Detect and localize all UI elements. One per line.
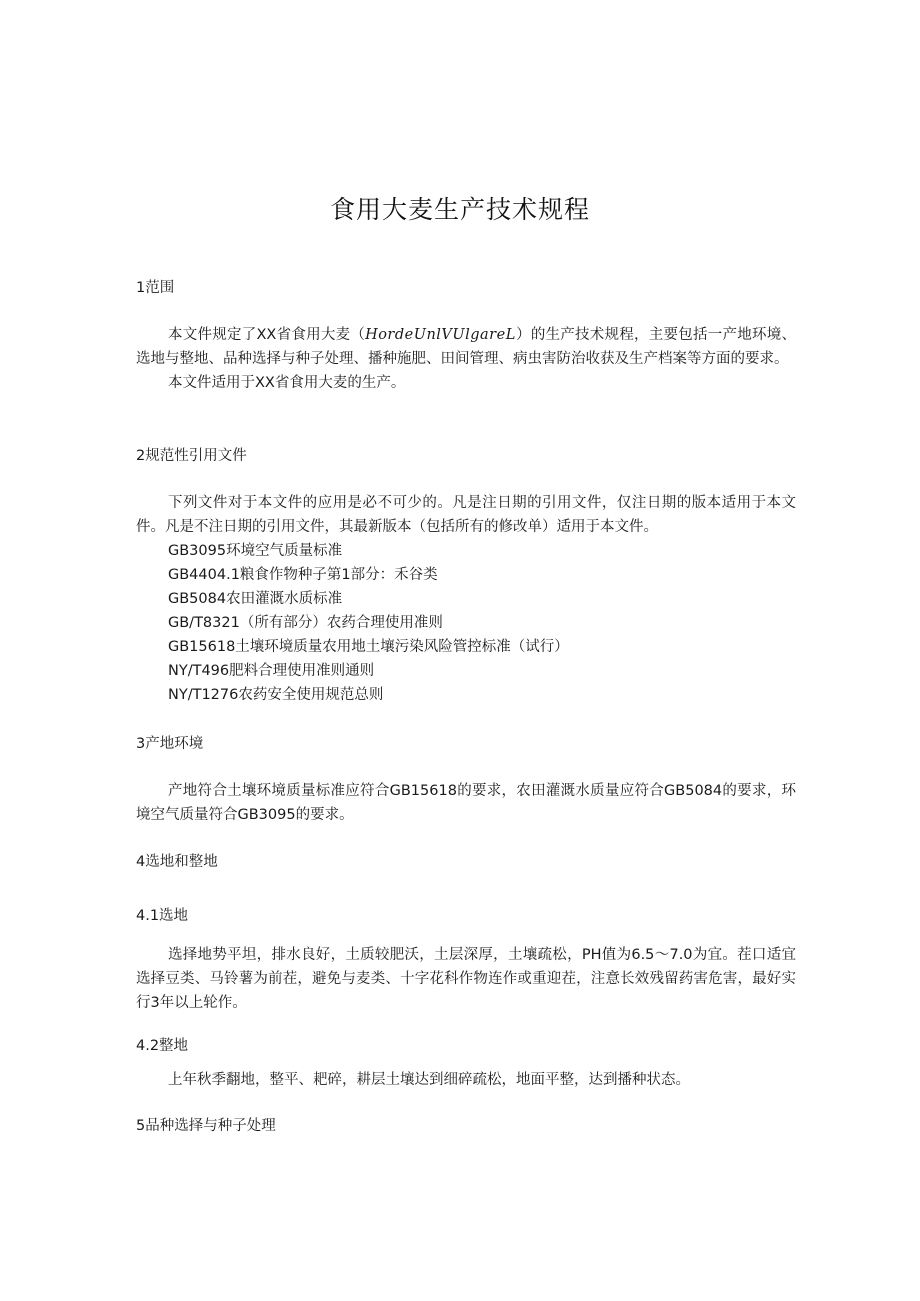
section-2-body xyxy=(136,491,796,539)
document-title: 食用大麦生产技术规程 xyxy=(329,195,590,224)
section-2-paragraph-1: 下列文件对于本文件的应用是必不可少的。凡是注日期的引用文件，仅注日期的版本适用于本文件。凡是不注日期的引用文件，其最新版本（包括所有的修改单）适用于本文件。 xyxy=(136,495,796,535)
section-4-1-paragraph-1: 选择地势平坦，排水良好，土质较肥沃，土层深厚，土壤疏松，PH值为6.5～7.0为宜。茬口适宜选择豆类、马铃薯为前茬，避免与麦类、十字花科作物连作或重迎茬，注意长效残留药害危害，最好实行3年以上轮作。 xyxy=(136,947,796,1011)
section-5-heading: 5品种选择与种子处理 xyxy=(136,1118,276,1134)
section-1-body xyxy=(136,323,796,395)
section-4-1-heading: 4.1选地 xyxy=(136,908,189,924)
section-4-2-heading: 4.2整地 xyxy=(136,1038,189,1054)
reference-item: GB3095环境空气质量标准 xyxy=(168,543,343,559)
section-4-heading: 4选地和整地 xyxy=(136,854,218,870)
reference-item: GB4404.1粮食作物种子第1部分：禾谷类 xyxy=(168,567,438,583)
section-4-1-body xyxy=(136,943,796,1015)
section-3-body xyxy=(136,779,796,827)
section-3-paragraph-1: 产地符合土壤环境质量标准应符合GB15618的要求，农田灌溉水质量应符合GB5084的要求，环境空气质量符合GB3095的要求。 xyxy=(136,783,796,823)
reference-item: GB15618土壤环境质量农用地土壤污染风险管控标准（试行） xyxy=(168,639,569,655)
section-1-heading: 1范围 xyxy=(136,280,175,296)
reference-item: NY/T496肥料合理使用准则通则 xyxy=(168,663,375,679)
normative-references-list xyxy=(168,539,569,707)
reference-item: GB5084农田灌溉水质标准 xyxy=(168,591,343,607)
section-4-2-paragraph-1: 上年秋季翻地，整平、耙碎，耕层土壤达到细碎疏松，地面平整，达到播种状态。 xyxy=(168,1072,690,1088)
section-1-paragraph-1 xyxy=(136,323,796,371)
section-2-heading: 2规范性引用文件 xyxy=(136,448,247,464)
section-1-paragraph-2: 本文件适用于XX省食用大麦的生产。 xyxy=(168,375,406,391)
latin-name: HordeUnlVUlgareL xyxy=(365,327,516,343)
section-3-heading: 3产地环境 xyxy=(136,736,204,752)
reference-item: GB/T8321（所有部分）农药合理使用准则 xyxy=(168,615,443,631)
section-1-text-b: ）的生产技术规程，主要包括一产地环境、选地与整地、品种选择与种子处理、播种施肥、田间管理、病虫害防治收获及生产档案等方面的要求。 xyxy=(136,327,796,367)
section-4-2-body xyxy=(136,1068,796,1092)
reference-item: NY/T1276农药安全使用规范总则 xyxy=(168,687,384,703)
section-1-text-a: 本文件规定了XX省食用大麦（ xyxy=(168,327,366,343)
